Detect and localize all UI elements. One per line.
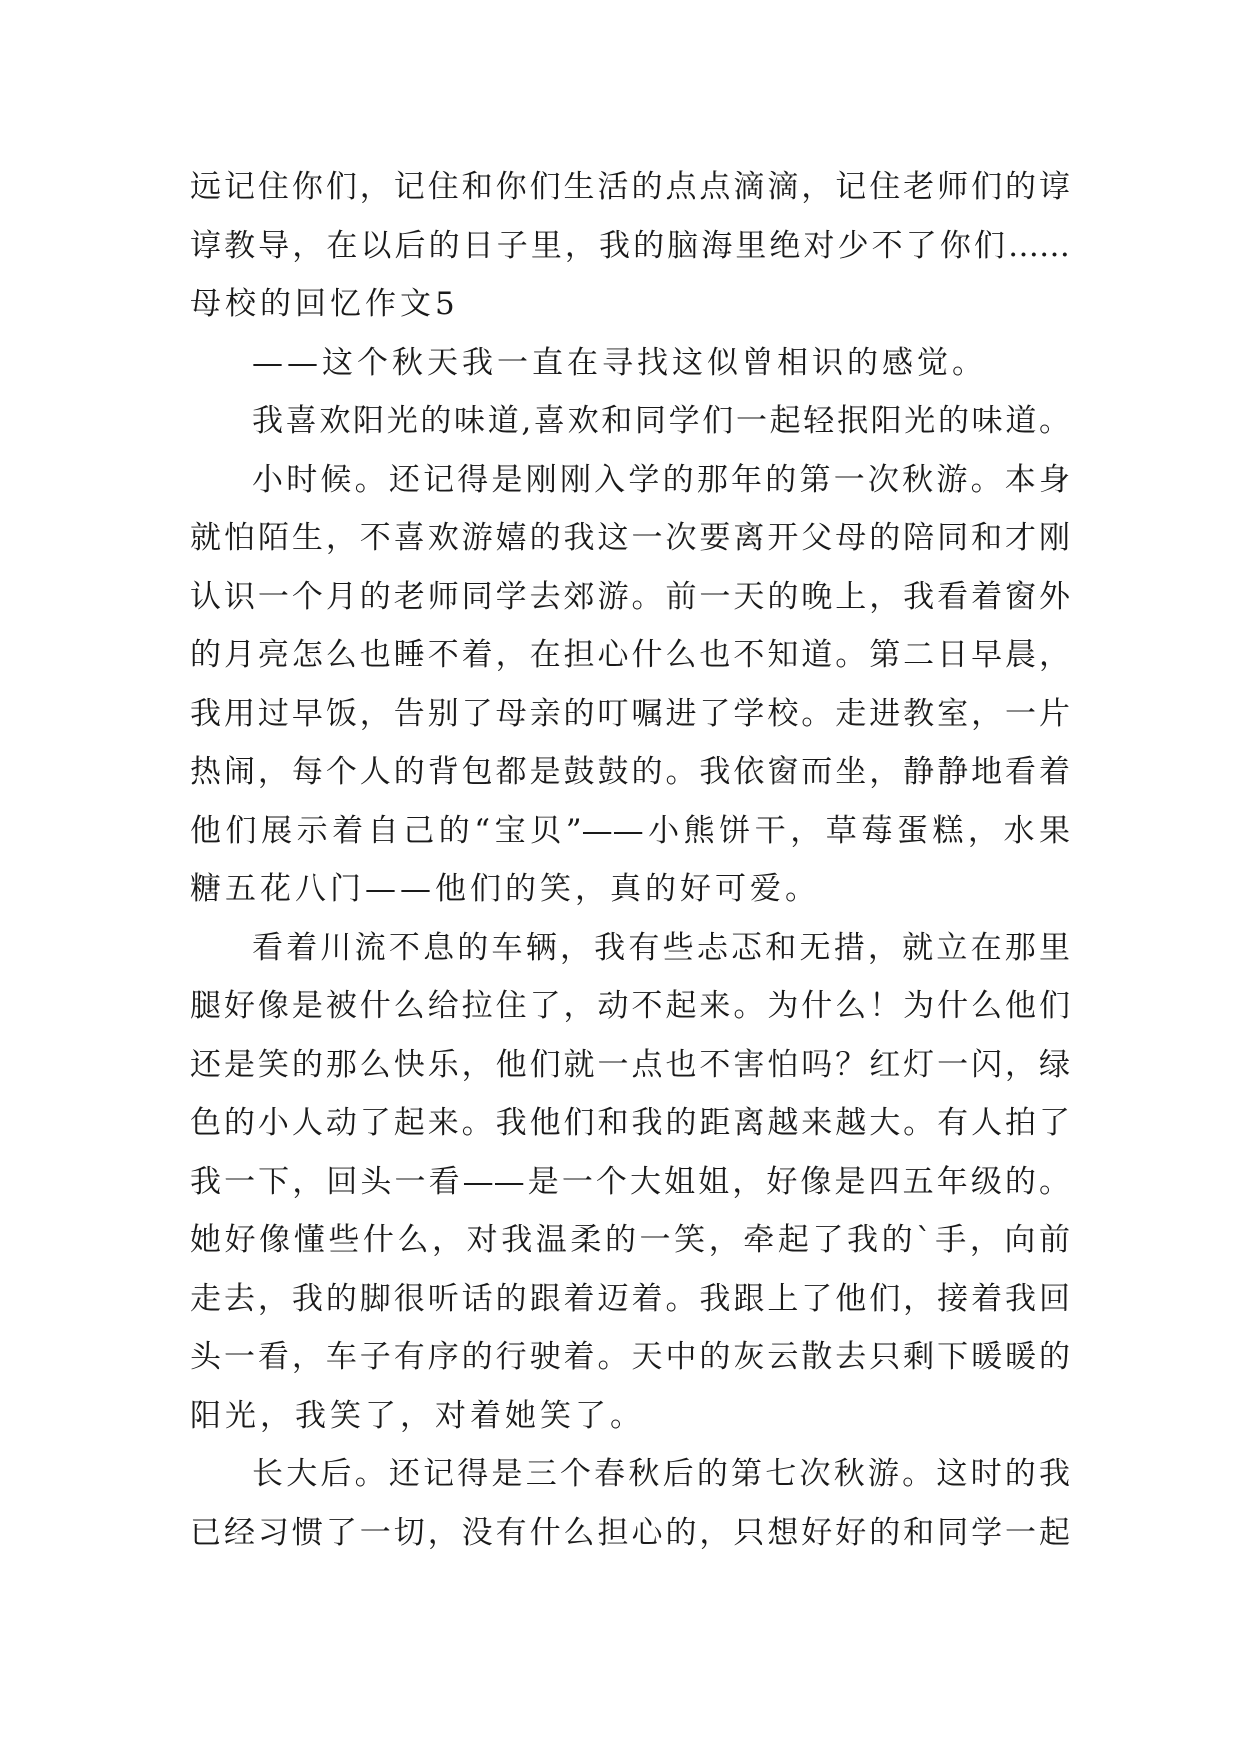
- document-body: [190, 158, 1070, 1562]
- text-line: 已经习惯了一切，没有什么担心的，只想好好的和同学一起: [190, 1514, 1070, 1551]
- text-line: 长大后。还记得是三个春秋后的第七次秋游。这时的我: [252, 1456, 1070, 1492]
- text-line: 头一看，车子有序的行驶着。天中的灰云散去只剩下暖暖的: [190, 1339, 1070, 1375]
- text-line: 远记住你们，记住和你们生活的点点滴滴，记住老师们的谆: [190, 169, 1070, 205]
- text-line: 他们展示着自己的“宝贝”——小熊饼干，草莓蛋糕，水果: [190, 812, 1070, 849]
- text-line: 谆教导，在以后的日子里，我的脑海里绝对少不了你们……: [190, 227, 1070, 264]
- text-line: 还是笑的那么快乐，他们就一点也不害怕吗？红灯一闪，绿: [190, 1046, 1070, 1083]
- text-line: 腿好像是被什么给拉住了，动不起来。为什么！为什么他们: [190, 988, 1070, 1024]
- text-line: 我一下，回头一看——是一个大姐姐，好像是四五年级的。: [190, 1163, 1070, 1200]
- text-line: 看着川流不息的车辆，我有些忐忑和无措，就立在那里: [252, 929, 1070, 966]
- text-line: 小时候。还记得是刚刚入学的那年的第一次秋游。本身: [252, 461, 1070, 498]
- text-line: 阳光，我笑了，对着她笑了。: [190, 1397, 645, 1434]
- text-line: 认识一个月的老师同学去郊游。前一天的晚上，我看着窗外: [190, 578, 1070, 615]
- text-line: 色的小人动了起来。我他们和我的距离越来越大。有人拍了: [190, 1105, 1070, 1141]
- text-line: 糖五花八门——他们的笑，真的好可爱。: [190, 871, 820, 907]
- text-line: 她好像懂些什么，对我温柔的一笑，牵起了我的`手，向前: [190, 1222, 1070, 1258]
- text-line: 就怕陌生，不喜欢游嬉的我这一次要离开父母的陪同和才刚: [190, 520, 1070, 556]
- text-line: 的月亮怎么也睡不着，在担心什么也不知道。第二日早晨，: [190, 637, 1070, 673]
- section-heading: 母校的回忆作文5: [190, 286, 459, 322]
- text-line: 我用过早饭，告别了母亲的叮嘱进了学校。走进教室，一片: [190, 695, 1070, 732]
- subtitle-line: ——这个秋天我一直在寻找这似曾相识的感觉。: [252, 344, 987, 381]
- text-line: 走去，我的脚很听话的跟着迈着。我跟上了他们，接着我回: [190, 1280, 1070, 1317]
- text-line: 我喜欢阳光的味道,喜欢和同学们一起轻抿阳光的味道。: [252, 403, 1070, 439]
- text-line: 热闹，每个人的背包都是鼓鼓的。我依窗而坐，静静地看着: [190, 754, 1070, 790]
